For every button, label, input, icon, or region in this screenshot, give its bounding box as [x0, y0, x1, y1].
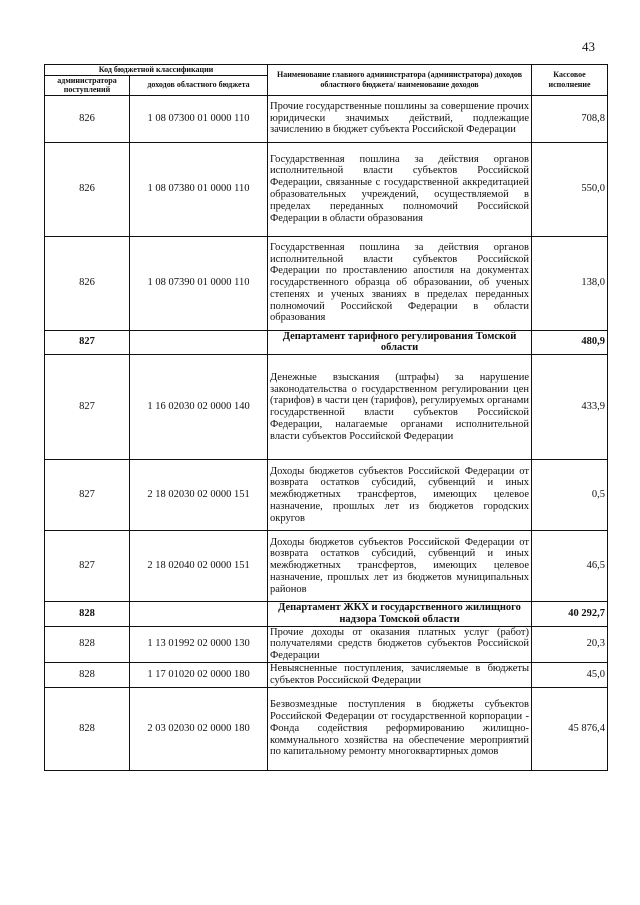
description-cell: Государственная пошлина за действия органов исполнительной власти субъектов Российской Федерации по проставлению апостиля на документах государственного образца об образовании, об ученых степенях и ученых званиях в пределах переданных полномочий Российской Федерации в области образования — [268, 236, 532, 330]
admin-code-cell: 826 — [45, 142, 130, 236]
page-number: 43 — [582, 39, 595, 54]
revenue-code-cell: 1 17 01020 02 0000 180 — [130, 663, 268, 688]
description-cell: Департамент тарифного регулирования Томской области — [268, 330, 532, 355]
table-row — [45, 687, 608, 770]
revenue-code-cell: 1 08 07300 01 0000 110 — [130, 95, 268, 142]
header-name: Наименование главного администратора (администратора) доходов областного бюджета/ наименование доходов — [268, 65, 532, 96]
revenue-code-cell: 2 18 02030 02 0000 151 — [130, 460, 268, 531]
amount-cell: 46,5 — [532, 531, 608, 602]
admin-code-cell: 827 — [45, 460, 130, 531]
revenue-code-cell — [130, 602, 268, 627]
table-row — [45, 95, 608, 142]
header-code: доходов областного бюджета — [130, 75, 268, 95]
revenue-code-cell: 1 13 01992 02 0000 130 — [130, 626, 268, 662]
description-cell: Безвозмездные поступления в бюджеты субъектов Российской Федерации от государственной корпорации - Фонда содействия реформированию жилищно-коммунального хозяйства на обеспечение мероприятий по капитальному ремонту многоквартирных домов — [268, 687, 532, 770]
table-row — [45, 663, 608, 688]
amount-cell: 45,0 — [532, 663, 608, 688]
table-row — [45, 460, 608, 531]
description-cell: Прочие государственные пошлины за совершение прочих юридически значимых действий, подлежащие зачислению в бюджет субъекта Российской Федерации — [268, 95, 532, 142]
revenue-code-cell: 2 03 02030 02 0000 180 — [130, 687, 268, 770]
amount-cell: 708,8 — [532, 95, 608, 142]
description-cell: Государственная пошлина за действия органов исполнительной власти субъектов Российской Федерации, связанные с государственной аккредитацией образовательных учреждений, осуществляемой в пределах переданных полномочий Российской Федерации в области образования — [268, 142, 532, 236]
admin-code-cell: 827 — [45, 355, 130, 460]
header-admin: администратора поступлений — [45, 75, 130, 95]
amount-cell: 20,3 — [532, 626, 608, 662]
description-cell: Денежные взыскания (штрафы) за нарушение законодательства о государственном регулировании цен (тарифов) в части цен (тарифов), регулируемых органами государственной власти субъектов Российской Федерации, налагаемые органами исполнительной власти субъектов Российской Федерации — [268, 355, 532, 460]
description-cell: Невыясненные поступления, зачисляемые в бюджеты субъектов Российской Федерации — [268, 663, 532, 688]
admin-code-cell: 826 — [45, 95, 130, 142]
amount-cell: 138,0 — [532, 236, 608, 330]
amount-cell: 40 292,7 — [532, 602, 608, 627]
amount-cell: 45 876,4 — [532, 687, 608, 770]
table-row — [45, 236, 608, 330]
revenue-code-cell: 1 08 07380 01 0000 110 — [130, 142, 268, 236]
description-cell: Доходы бюджетов субъектов Российской Федерации от возврата остатков субсидий, субвенций и иных межбюджетных трансфертов, имеющих целевое назначение, прошлых лет из бюджетов муниципальных районов — [268, 531, 532, 602]
department-row — [45, 330, 608, 355]
header-amount: Кассовое исполнение — [532, 65, 608, 96]
description-cell: Доходы бюджетов субъектов Российской Федерации от возврата остатков субсидий, субвенций и иных межбюджетных трансфертов, имеющих целевое назначение, прошлых лет из бюджетов городских округов — [268, 460, 532, 531]
admin-code-cell: 827 — [45, 531, 130, 602]
admin-code-cell: 826 — [45, 236, 130, 330]
description-cell: Прочие доходы от оказания платных услуг (работ) получателями средств бюджетов субъектов Российской Федерации — [268, 626, 532, 662]
table-row — [45, 531, 608, 602]
table-row — [45, 626, 608, 662]
description-cell: Департамент ЖКХ и государственного жилищного надзора Томской области — [268, 602, 532, 627]
admin-code-cell: 828 — [45, 687, 130, 770]
department-row — [45, 602, 608, 627]
admin-code-cell: 828 — [45, 626, 130, 662]
header-classification: Код бюджетной классификации — [45, 65, 268, 76]
amount-cell: 0,5 — [532, 460, 608, 531]
admin-code-cell: 827 — [45, 330, 130, 355]
revenue-code-cell: 2 18 02040 02 0000 151 — [130, 531, 268, 602]
budget-table — [44, 64, 608, 771]
revenue-code-cell: 1 08 07390 01 0000 110 — [130, 236, 268, 330]
revenue-code-cell — [130, 330, 268, 355]
revenue-code-cell: 1 16 02030 02 0000 140 — [130, 355, 268, 460]
table-row — [45, 355, 608, 460]
admin-code-cell: 828 — [45, 663, 130, 688]
amount-cell: 433,9 — [532, 355, 608, 460]
amount-cell: 550,0 — [532, 142, 608, 236]
amount-cell: 480,9 — [532, 330, 608, 355]
table-row — [45, 142, 608, 236]
admin-code-cell: 828 — [45, 602, 130, 627]
